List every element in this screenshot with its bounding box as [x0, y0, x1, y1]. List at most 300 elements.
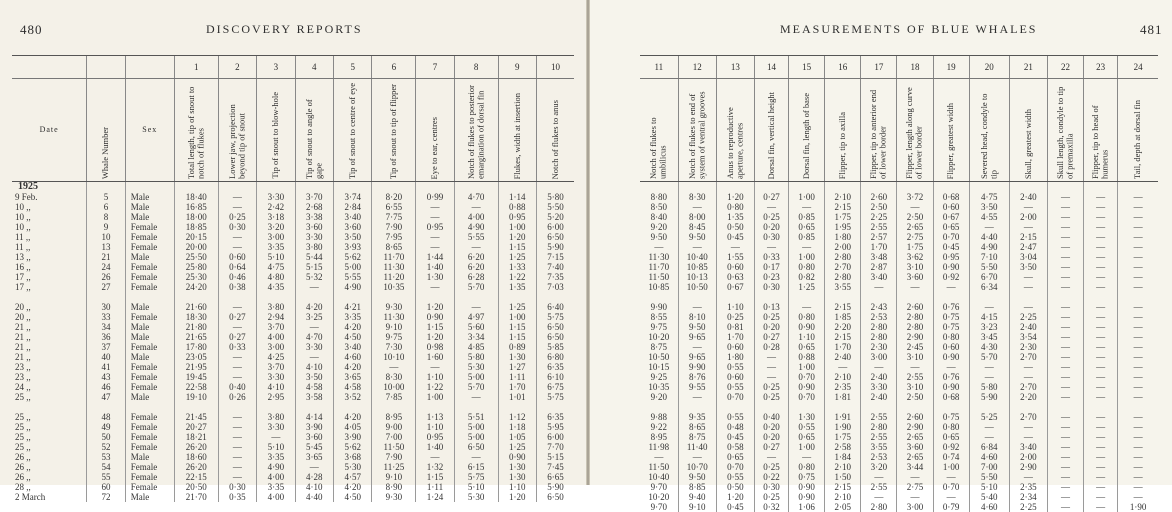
measurement-cell: 26·20	[174, 442, 218, 452]
measurement-cell: 4·90	[257, 462, 295, 472]
measurement-cell: —	[1009, 372, 1047, 382]
measurement-cell: 5·00	[454, 422, 498, 432]
measurement-cell: 5·80	[536, 192, 574, 202]
measurement-cell: 1·20	[416, 302, 454, 312]
measurement-cell: 10·00	[372, 382, 416, 392]
column-header-label: Tip of snout to centre of eye	[348, 83, 358, 179]
measurement-cell: —	[1084, 502, 1118, 512]
measurement-cell: 2·50	[897, 212, 933, 222]
sex-cell	[125, 292, 174, 302]
measurement-cell	[1009, 182, 1047, 193]
measurement-cell: —	[754, 242, 788, 252]
measurement-cell: 3·93	[334, 242, 372, 252]
column-number: 1	[174, 56, 218, 79]
measurement-cell: 0·45	[716, 432, 754, 442]
measurement-cell: 5·40	[969, 492, 1009, 502]
measurement-cell: 6·34	[969, 282, 1009, 292]
measurement-cell: 1·85	[825, 312, 861, 322]
measurement-cell: 7·45	[536, 462, 574, 472]
measurement-cell: —	[1047, 422, 1083, 432]
table-row	[12, 272, 574, 282]
measurement-cell: 6·28	[454, 272, 498, 282]
measurement-cell: 2·65	[897, 432, 933, 442]
measurement-cell: 5·90	[536, 482, 574, 492]
measurement-cell	[861, 182, 897, 193]
measurement-cell: —	[1084, 222, 1118, 232]
sex-cell: Female	[125, 242, 174, 252]
date-cell: 20 ,,	[12, 302, 87, 312]
table-row	[12, 252, 574, 262]
measurement-cell: 2·40	[825, 352, 861, 362]
whale-number-cell: 21	[87, 252, 125, 262]
measurement-cell: 2·35	[825, 382, 861, 392]
measurement-cell: 3·45	[969, 332, 1009, 342]
measurement-cell: 1·00	[789, 192, 825, 202]
measurement-cell: 2·80	[861, 502, 897, 512]
right-table-body	[640, 182, 1158, 512]
measurement-cell: 20·50	[174, 482, 218, 492]
table-row	[640, 192, 1158, 202]
measurement-cell: 0·95	[416, 432, 454, 442]
measurement-cell: 2·42	[257, 202, 295, 212]
measurement-cell: 0·23	[754, 272, 788, 282]
measurement-cell: 0·25	[716, 312, 754, 322]
measurement-cell: 6·35	[536, 362, 574, 372]
measurement-cell	[498, 292, 536, 302]
measurement-cell: —	[1118, 322, 1158, 332]
measurement-cell: 0·90	[789, 492, 825, 502]
measurement-cell: 0·45	[933, 242, 969, 252]
whale-number-cell: 48	[87, 412, 125, 422]
measurement-cell: —	[1118, 452, 1158, 462]
measurement-cell: 3·20	[861, 462, 897, 472]
measurement-cell: 1·00	[789, 252, 825, 262]
measurement-cell: —	[933, 362, 969, 372]
measurement-cell	[789, 402, 825, 412]
whale-number-cell: 9	[87, 222, 125, 232]
measurement-cell: —	[295, 282, 333, 292]
measurement-cell	[789, 292, 825, 302]
measurement-cell: 2·90	[897, 422, 933, 432]
measurement-cell: 1·15	[498, 322, 536, 332]
measurement-cell: 0·30	[754, 232, 788, 242]
column-header-label: Flipper, tip to axilla	[838, 112, 848, 179]
sex-cell: Male	[125, 252, 174, 262]
measurement-cell: 0·25	[754, 212, 788, 222]
measurement-cell	[416, 182, 454, 193]
measurement-cell: 6·50	[454, 442, 498, 452]
measurement-cell: 9·20	[640, 222, 678, 232]
table-row	[640, 492, 1158, 502]
measurement-cell: 6·84	[969, 442, 1009, 452]
measurement-cell: —	[1047, 442, 1083, 452]
measurement-cell: 5·30	[454, 492, 498, 502]
measurement-cell: 10·35	[640, 382, 678, 392]
measurement-cell: 9·90	[640, 302, 678, 312]
measurement-cell: 0·70	[789, 392, 825, 402]
sex-cell: Female	[125, 472, 174, 482]
measurement-cell: —	[1047, 192, 1083, 202]
sex-cell: Female	[125, 442, 174, 452]
measurement-cell: —	[861, 492, 897, 502]
measurement-cell: 8·10	[678, 312, 716, 322]
measurement-cell: 3·44	[897, 462, 933, 472]
measurement-cell: —	[1084, 442, 1118, 452]
measurement-cell: 9·30	[372, 302, 416, 312]
measurement-cell: 9·65	[678, 352, 716, 362]
measurement-cell	[334, 292, 372, 302]
column-number: 6	[372, 56, 416, 79]
measurement-cell: 1·15	[498, 242, 536, 252]
measurement-cell	[218, 182, 256, 193]
measurement-cell: 2·84	[334, 202, 372, 212]
column-number: 20	[969, 56, 1009, 79]
measurement-cell	[861, 402, 897, 412]
measurement-cell: 10·20	[640, 492, 678, 502]
measurement-cell: —	[295, 322, 333, 332]
whale-number-cell: 54	[87, 462, 125, 472]
measurement-cell: —	[1009, 202, 1047, 212]
measurement-cell: —	[1118, 232, 1158, 242]
measurement-cell: 5·51	[454, 412, 498, 422]
sex-cell: Female	[125, 412, 174, 422]
measurement-cell: 19·10	[174, 392, 218, 402]
measurement-cell: 0·75	[789, 472, 825, 482]
measurement-cell: 3·35	[257, 482, 295, 492]
measurement-cell: 3·18	[257, 212, 295, 222]
table-row	[640, 242, 1158, 252]
measurement-cell: 0·65	[716, 452, 754, 462]
measurement-cell: 26·20	[174, 462, 218, 472]
measurement-cell: —	[1047, 502, 1083, 512]
column-number: 13	[716, 56, 754, 79]
column-number: 16	[825, 56, 861, 79]
column-number: 8	[454, 56, 498, 79]
measurement-cell: 6·20	[454, 262, 498, 272]
measurement-cell: 7·90	[372, 222, 416, 232]
measurement-cell: 2·34	[1009, 492, 1047, 502]
date-cell	[12, 292, 87, 302]
measurement-cell: 2·68	[295, 202, 333, 212]
measurement-cell: —	[1118, 412, 1158, 422]
table-row	[12, 362, 574, 372]
measurement-cell: 16·85	[174, 202, 218, 212]
column-header-label: Tip of snout to blow-hole	[271, 92, 281, 179]
measurement-cell: 6·75	[536, 382, 574, 392]
whale-number-cell: 10	[87, 232, 125, 242]
measurement-cell: 5·90	[536, 242, 574, 252]
sex-cell: Male	[125, 392, 174, 402]
column-header-label: Skull length, condyle to tip of premaxilla	[1056, 83, 1075, 179]
measurement-cell: —	[1084, 202, 1118, 212]
measurement-cell: 4·20	[334, 362, 372, 372]
measurement-cell: —	[754, 202, 788, 212]
measurement-cell: 2·60	[897, 302, 933, 312]
column-header	[334, 79, 372, 182]
measurement-cell: 9·10	[678, 502, 716, 512]
measurement-cell: 0·75	[933, 312, 969, 322]
whale-number-cell: 40	[87, 352, 125, 362]
measurement-cell: 6·50	[536, 322, 574, 332]
measurement-cell: 4·40	[295, 492, 333, 502]
measurement-cell: 0·55	[716, 362, 754, 372]
date-cell: 1925	[12, 182, 87, 193]
measurement-cell: 0·27	[754, 332, 788, 342]
measurement-cell: 8·30	[678, 192, 716, 202]
measurement-cell: 3·23	[969, 322, 1009, 332]
measurement-cell: 1·00	[789, 362, 825, 372]
measurement-cell: 0·65	[789, 342, 825, 352]
measurement-cell: 0·60	[716, 372, 754, 382]
measurement-cell: 5·85	[536, 342, 574, 352]
measurement-cell: 2·10	[825, 492, 861, 502]
measurement-cell: 0·55	[789, 422, 825, 432]
measurement-cell: 0·60	[716, 342, 754, 352]
measurement-cell: 0·58	[716, 442, 754, 452]
measurement-cell: 7·15	[536, 252, 574, 262]
measurement-cell: 22·58	[174, 382, 218, 392]
column-header	[640, 79, 678, 182]
measurement-cell: 4·75	[969, 192, 1009, 202]
sex-cell: Female	[125, 262, 174, 272]
measurement-cell: 4·75	[257, 262, 295, 272]
column-number: 9	[498, 56, 536, 79]
measurement-cell: 2·40	[861, 392, 897, 402]
measurement-cell: 0·30	[754, 282, 788, 292]
table-row	[12, 492, 574, 502]
table-row	[640, 182, 1158, 193]
table-row	[640, 282, 1158, 292]
measurement-cell: 21·60	[174, 302, 218, 312]
table-row	[640, 302, 1158, 312]
measurement-cell: 4·15	[969, 312, 1009, 322]
measurement-cell: 2·10	[825, 462, 861, 472]
measurement-cell: 8·55	[640, 312, 678, 322]
measurement-cell: 0·76	[933, 302, 969, 312]
measurement-cell: 8·50	[640, 202, 678, 212]
column-number: 22	[1047, 56, 1083, 79]
measurement-cell: 9·70	[640, 482, 678, 492]
column-header-label: Dorsal fin, vertical height	[767, 92, 777, 179]
measurement-cell: 9·50	[678, 322, 716, 332]
measurement-cell: 3·70	[257, 322, 295, 332]
table-row	[640, 372, 1158, 382]
measurement-cell: 2·10	[825, 192, 861, 202]
measurement-cell: 0·80	[789, 312, 825, 322]
measurement-cell: 4·35	[257, 282, 295, 292]
sex-cell: Female	[125, 482, 174, 492]
measurement-cell: 0·80	[716, 202, 754, 212]
measurement-cell: 10·40	[640, 472, 678, 482]
measurement-cell	[295, 292, 333, 302]
table-row	[640, 362, 1158, 372]
measurement-cell: —	[1118, 372, 1158, 382]
date-cell: 25 ,,	[12, 392, 87, 402]
whale-number-cell	[87, 402, 125, 412]
measurement-cell: 11·25	[372, 462, 416, 472]
measurement-cell: 1·20	[716, 492, 754, 502]
measurement-cell: 0·60	[218, 252, 256, 262]
measurement-cell: 9·70	[640, 502, 678, 512]
measurement-cell: 2·65	[897, 452, 933, 462]
measurement-cell: 0·28	[754, 342, 788, 352]
whale-number-cell: 43	[87, 372, 125, 382]
measurement-cell: 0·46	[218, 272, 256, 282]
measurement-cell: 5·15	[536, 452, 574, 462]
date-cell: 17 ,,	[12, 272, 87, 282]
measurement-cell: 5·75	[454, 472, 498, 482]
measurement-cell	[933, 402, 969, 412]
measurement-cell	[1047, 182, 1083, 193]
measurement-cell: 1·35	[498, 282, 536, 292]
measurement-cell: 2·80	[861, 332, 897, 342]
measurement-cell: 2·00	[825, 242, 861, 252]
measurement-cell: 0·55	[716, 472, 754, 482]
measurement-cell: 0·38	[218, 282, 256, 292]
measurement-cell	[218, 292, 256, 302]
measurement-cell: 3·58	[295, 392, 333, 402]
date-cell: 21 ,,	[12, 342, 87, 352]
measurement-cell	[825, 292, 861, 302]
date-cell: 28 ,,	[12, 482, 87, 492]
date-cell: 26 ,,	[12, 472, 87, 482]
measurement-cell: 8·80	[640, 192, 678, 202]
measurement-cell: 4·60	[969, 452, 1009, 462]
measurement-cell: 3·30	[257, 192, 295, 202]
measurement-cell: —	[1047, 372, 1083, 382]
measurement-cell: 4·40	[969, 232, 1009, 242]
measurement-cell: 3·50	[295, 372, 333, 382]
measurement-cell: —	[1084, 382, 1118, 392]
column-header-label: Flipper, length along curve of lower border	[905, 83, 924, 179]
measurement-cell	[334, 182, 372, 193]
measurement-cell	[372, 292, 416, 302]
measurement-cell: 4·85	[454, 342, 498, 352]
measurement-cell: 3·30	[861, 382, 897, 392]
measurement-cell: 1·70	[716, 332, 754, 342]
measurement-cell: 4·58	[295, 382, 333, 392]
measurement-cell	[372, 402, 416, 412]
measurement-cell: 5·30	[334, 462, 372, 472]
table-row	[640, 312, 1158, 322]
measurement-cell: 2·35	[1009, 482, 1047, 492]
whale-number-cell: 24	[87, 262, 125, 272]
measurement-cell: 0·27	[754, 442, 788, 452]
measurement-cell: 8·65	[678, 422, 716, 432]
measurement-cell: 0·33	[754, 252, 788, 262]
measurement-cell: 4·50	[334, 332, 372, 342]
measurement-cell: 1·15	[416, 472, 454, 482]
measurement-cell	[1009, 402, 1047, 412]
column-header	[897, 79, 933, 182]
measurement-cell: 0·65	[933, 432, 969, 442]
measurement-cell: 11·30	[372, 262, 416, 272]
measurement-cell: 1·75	[825, 432, 861, 442]
measurement-cell: 10·85	[640, 282, 678, 292]
measurement-cell: 1·00	[416, 392, 454, 402]
measurement-cell: 4·20	[334, 482, 372, 492]
measurement-cell: —	[1118, 482, 1158, 492]
measurement-cell: —	[1084, 262, 1118, 272]
measurement-cell: 0·25	[218, 212, 256, 222]
measurement-cell: 9·50	[678, 232, 716, 242]
measurement-cell: 24·20	[174, 282, 218, 292]
measurement-cell: 1·90	[825, 422, 861, 432]
measurement-cell: 0·40	[754, 412, 788, 422]
measurement-cell: 2·15	[825, 332, 861, 342]
whale-number-cell: 26	[87, 272, 125, 282]
measurement-cell: 0·80	[789, 462, 825, 472]
column-header	[861, 79, 897, 182]
measurement-cell: 5·70	[454, 282, 498, 292]
left-measurement-table	[12, 55, 574, 502]
table-row	[12, 342, 574, 352]
measurement-cell: 7·00	[969, 462, 1009, 472]
measurement-cell: —	[1118, 262, 1158, 272]
measurement-cell: —	[897, 282, 933, 292]
measurement-cell: 1·11	[498, 372, 536, 382]
measurement-cell: 4·14	[295, 412, 333, 422]
measurement-cell: 3·50	[1009, 262, 1047, 272]
measurement-cell: 5·30	[454, 362, 498, 372]
table-row	[640, 322, 1158, 332]
measurement-cell: 5·50	[969, 472, 1009, 482]
measurement-cell: 2·60	[861, 192, 897, 202]
measurement-cell: 1·20	[716, 192, 754, 202]
measurement-cell: 3·30	[295, 342, 333, 352]
measurement-cell: —	[969, 422, 1009, 432]
measurement-cell: 9·25	[640, 372, 678, 382]
table-row	[640, 442, 1158, 452]
column-number: 7	[416, 56, 454, 79]
left-page-number: 480	[20, 22, 43, 38]
measurement-cell: 1·50	[825, 472, 861, 482]
measurement-cell: —	[897, 472, 933, 482]
measurement-cell: —	[218, 452, 256, 462]
measurement-cell: —	[1047, 272, 1083, 282]
measurement-cell: 1·18	[498, 422, 536, 432]
measurement-cell: 8·20	[372, 192, 416, 202]
date-cell: 10 ,,	[12, 222, 87, 232]
measurement-cell: —	[1047, 462, 1083, 472]
measurement-cell: —	[218, 422, 256, 432]
measurement-cell: 2·40	[861, 372, 897, 382]
column-header	[1084, 79, 1118, 182]
measurement-cell: 3·30	[257, 372, 295, 382]
measurement-cell: 7·03	[536, 282, 574, 292]
measurement-cell: 3·70	[295, 192, 333, 202]
column-number: 21	[1009, 56, 1047, 79]
column-number: 12	[678, 56, 716, 79]
measurement-cell: 2·43	[861, 302, 897, 312]
table-row	[12, 212, 574, 222]
measurement-cell: 0·70	[789, 372, 825, 382]
measurement-cell: —	[1118, 332, 1158, 342]
measurement-cell: 5·80	[969, 382, 1009, 392]
date-cell: 10 ,,	[12, 212, 87, 222]
measurement-cell: —	[754, 372, 788, 382]
column-header-label: Flukes, width at insertion	[513, 93, 523, 179]
measurement-cell: 3·80	[257, 412, 295, 422]
measurement-cell: —	[1084, 342, 1118, 352]
date-cell: 24 ,,	[12, 382, 87, 392]
measurement-cell: 3·34	[454, 332, 498, 342]
measurement-cell: 6·50	[536, 492, 574, 502]
measurement-cell: 2·15	[825, 302, 861, 312]
left-page	[0, 0, 586, 485]
measurement-cell: —	[969, 222, 1009, 232]
table-row	[12, 382, 574, 392]
